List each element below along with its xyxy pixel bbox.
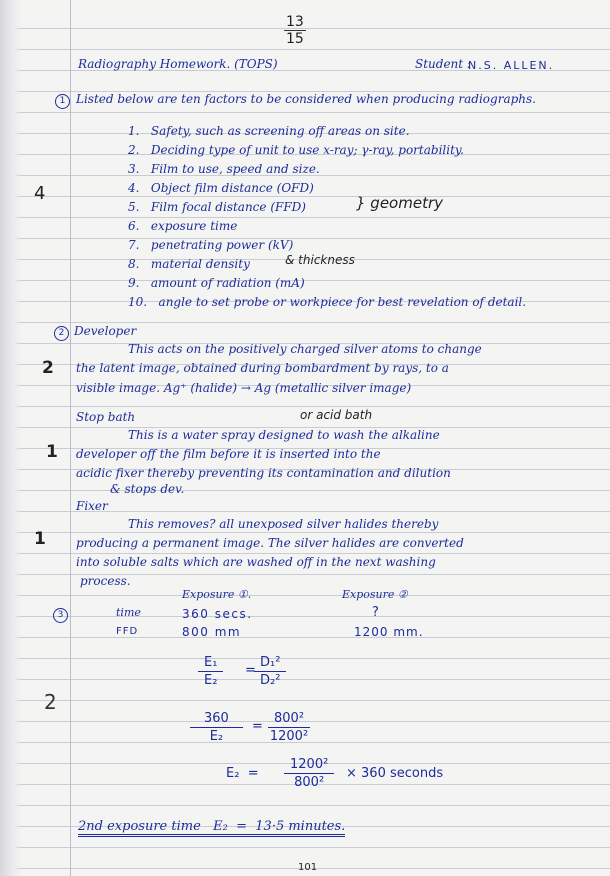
annotation-geometry: } geometry bbox=[356, 194, 444, 212]
page-edge-shadow bbox=[0, 0, 22, 876]
list-item: 4. Object film distance (OFD) bbox=[128, 181, 314, 195]
q1-mark: 4 bbox=[34, 183, 46, 204]
table-header: Exposure ② bbox=[342, 588, 408, 601]
stop-bath-heading: Stop bath bbox=[76, 410, 136, 424]
circled-number-icon: 1 bbox=[55, 94, 70, 109]
eq1-rhs: $\frac{\text{D₁²}}{\text{D₂²}}$ bbox=[254, 655, 286, 688]
list-item: 3. Film to use, speed and size. bbox=[128, 162, 320, 176]
q3-mark: 2 bbox=[44, 690, 57, 714]
list-item: 10. angle to set probe or workpiece for best revelation of detail. bbox=[128, 295, 527, 309]
developer-line: visible image. Ag⁺ (halide) → Ag (metallic silver image) bbox=[76, 381, 412, 395]
list-item: 2. Deciding type of unit to use x-ray; γ-ray, portability. bbox=[128, 143, 464, 157]
q1-number bbox=[55, 92, 70, 109]
developer-line: the latent image, obtained during bombardment by rays, to a bbox=[76, 361, 449, 375]
fixer-mark: 1 bbox=[34, 529, 46, 549]
eq3-fraction: $\frac{\text{1200²}}{\text{800²}}$ bbox=[284, 757, 334, 790]
margin-line bbox=[70, 0, 71, 876]
stop-bath-mark: 1 bbox=[46, 442, 58, 462]
list-item: 5. Film focal distance (FFD) bbox=[128, 200, 306, 214]
q3-number bbox=[53, 606, 68, 623]
eq1-lhs: $\frac{\text{E₁}}{\text{E₂}}$ bbox=[198, 655, 223, 688]
table-cell: 360 secs. bbox=[182, 607, 253, 621]
page-number: 101 bbox=[298, 862, 318, 873]
table-cell: time bbox=[116, 606, 141, 619]
developer-heading: Developer bbox=[74, 324, 137, 338]
fixer-line: This removes? all unexposed silver halides thereby bbox=[128, 517, 439, 531]
table-cell: FFD bbox=[116, 626, 139, 637]
table-header: Exposure ①. bbox=[182, 588, 252, 601]
stop-bath-line: acidic fixer thereby preventing its contamination and dilution bbox=[76, 466, 451, 480]
q2-number bbox=[54, 324, 69, 341]
table-cell: 800 mm bbox=[182, 625, 242, 639]
eq2-lhs: $\frac{360}{\text{E₂}}$ bbox=[190, 711, 243, 744]
list-item: 8. material density bbox=[128, 257, 250, 271]
eq2-rhs: $\frac{\text{800²}}{\text{1200²}}$ bbox=[269, 711, 309, 744]
table-cell: ? bbox=[372, 605, 379, 620]
student-name: N.S. ALLEN. bbox=[468, 59, 555, 72]
grade-fraction bbox=[284, 14, 306, 47]
developer-line: This acts on the positively charged silver atoms to change bbox=[128, 342, 482, 356]
equals-sign: = bbox=[252, 719, 263, 734]
eq3-tail: × 360 seconds bbox=[346, 766, 444, 781]
grade-total: 15 bbox=[286, 31, 304, 47]
fixer-line: into soluble salts which are washed off in the next washing bbox=[76, 555, 436, 569]
circled-number-icon: 2 bbox=[54, 326, 69, 341]
grade-score: 13 bbox=[286, 14, 304, 30]
list-item: 9. amount of radiation (mA) bbox=[128, 276, 305, 290]
list-item: 6. exposure time bbox=[128, 219, 238, 233]
fixer-line: process. bbox=[80, 574, 131, 588]
stop-bath-line: & stops dev. bbox=[110, 482, 185, 496]
circled-number-icon: 3 bbox=[53, 608, 68, 623]
homework-title: Radiography Homework. (TOPS) bbox=[78, 57, 278, 71]
annotation-thickness: & thickness bbox=[285, 253, 355, 267]
list-item: 1. Safety, such as screening off areas on site. bbox=[128, 124, 410, 138]
list-item: 7. penetrating power (kV) bbox=[128, 238, 294, 252]
developer-mark: 2 bbox=[42, 358, 54, 378]
table-cell: 1200 mm. bbox=[354, 625, 424, 639]
final-answer: 2nd exposure time E₂ = 13·5 minutes. bbox=[78, 819, 345, 837]
eq3-lhs: E₂ = bbox=[226, 766, 259, 781]
stop-bath-line: developer off the film before it is inserted into the bbox=[76, 447, 381, 461]
fixer-line: producing a permanent image. The silver halides are converted bbox=[76, 536, 464, 550]
student-label: Student : bbox=[415, 57, 471, 71]
q1-intro: Listed below are ten factors to be considered when producing radiographs. bbox=[76, 92, 536, 106]
equals-sign: = bbox=[245, 663, 256, 678]
stop-bath-annotation: or acid bath bbox=[300, 408, 373, 422]
stop-bath-line: This is a water spray designed to wash the alkaline bbox=[128, 428, 440, 442]
fixer-heading: Fixer bbox=[76, 499, 108, 513]
